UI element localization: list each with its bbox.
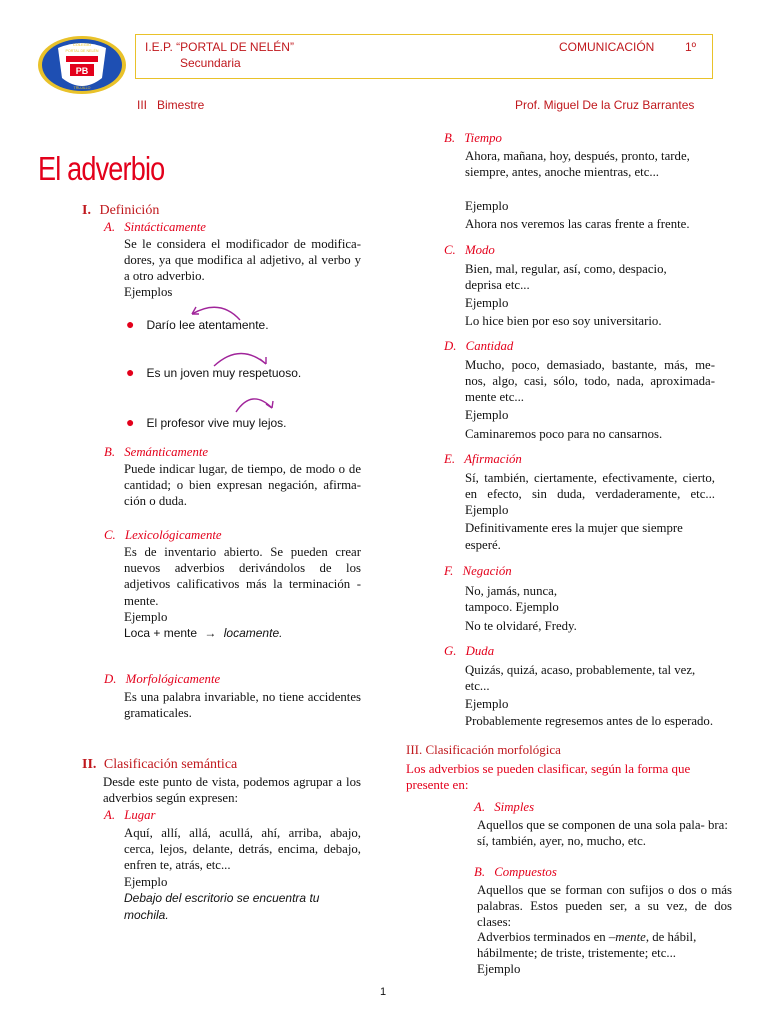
s1-a-examples-label: Ejemplos [124,285,173,299]
s2-c-text: Bien, mal, regular, así, como, despacio, deprisa etc... [465,262,667,293]
s1-d-letter: D. [104,672,117,686]
s3-b-text-2c: , de hábil, hábilmente; de triste, tristemente; etc... [477,930,697,961]
modifier-arrow-icon [232,394,280,416]
svg-text:PORTAL DE NELÉN: PORTAL DE NELÉN [65,49,99,53]
s2-e-example: Definitivamente eres la mujer que siempre esperé. [465,521,683,552]
s2-a-heading [104,808,156,823]
s2-d-text: Mucho, poco, demasiado, bastante, más, me- nos, algo, casi, sólo, todo, nada, aproximada- mente etc... [465,358,715,405]
example-3-text: El profesor vive muy lejos. [146,416,287,430]
s3-a-heading [474,800,534,815]
s2-d-letter: D. [444,339,457,353]
s2-f-letter: F. [444,564,454,578]
teacher: Prof. Miguel De la Cruz Barrantes [515,98,695,112]
s2-b-example: Ahora nos veremos las caras frente a frente. [465,217,690,231]
s2-c-example: Lo hice bien por eso soy universitario. [465,314,662,328]
example-2-text: Es un joven muy respetuoso. [146,366,302,380]
s2-b-text: Ahora, mañana, hoy, después, pronto, tarde, siempre, antes, anoche mientras, etc... [465,149,690,180]
s1-c-letter: C. [104,528,116,542]
s1-c-example-result: locamente. [223,626,283,640]
section-1-heading [82,203,159,219]
s2-b-heading [444,131,502,146]
s3-a-text: Aquellos que se componen de una sola pala- bra: sí, también, ayer, no, mucho, etc. [477,818,728,849]
s2-b-letter: B. [444,131,456,145]
s2-f-text: No, jamás, nunca, tampoco. Ejemplo [465,584,559,615]
section-1-title: Definición [99,203,160,218]
s2-b-example-label: Ejemplo [465,199,509,213]
s1-d-text: Es una palabra invariable, no tiene accidentes gramaticales. [124,690,361,721]
example-1-text: Darío lee atentamente. [146,318,269,332]
s2-e-title: Afirmación [464,452,522,466]
s2-c-letter: C. [444,243,456,257]
s2-e-text: Sí, también, ciertamente, efectivamente, cierto, en efecto, sin duda, verdaderamente, etc... Ejemplo [465,471,715,518]
s1-c-heading [104,528,222,543]
svg-text:COLEGIO: COLEGIO [72,42,92,47]
s2-f-title: Negación [462,564,512,578]
section-2-title: Clasificación semántica [103,757,238,772]
s2-g-letter: G. [444,644,457,658]
s2-g-heading [444,644,494,659]
s1-b-heading [104,445,208,460]
s2-d-example: Caminaremos poco para no cansarnos. [465,427,663,441]
s3-b-text: Aquellos que se forman con sufijos o dos o más palabras. Estos pueden ser, a su vez, de dos clases: [477,883,732,930]
school-name: I.E.P. “PORTAL DE NELÉN” [145,40,294,54]
section-3-heading: III. Clasificación morfológica [406,742,561,757]
s1-b-letter: B. [104,445,116,459]
svg-text:TRUJILLO: TRUJILLO [73,86,91,90]
s2-c-title: Modo [464,243,495,257]
s2-e-letter: E. [444,452,456,466]
s1-c-title: Lexicológicamente [124,528,222,542]
s3-b-title: Compuestos [494,865,557,879]
s2-g-title: Duda [465,644,495,658]
s2-a-title: Lugar [124,808,156,822]
term: III Bimestre [137,98,205,112]
section-2-number: II. [82,757,97,772]
s1-a-letter: A. [104,220,116,234]
s2-a-text: Aquí, allí, allá, acullá, ahí, arriba, abajo, cerca, lejos, delante, detrás, encima, debajo, enfren te, atrás, etc... [124,826,361,873]
page-title: El adverbio [38,150,165,187]
s3-b-letter: B. [474,865,486,879]
section-2-heading [82,757,237,773]
s2-g-example: Probablemente regresemos antes de lo esperado. [465,714,714,728]
s2-intro: Desde este punto de vista, podemos agrupar a los adverbios según expresen: [103,775,361,806]
s2-f-heading [444,564,512,579]
s3-intro: Los adverbios se pueden clasificar, según la forma que presente en: [406,761,691,792]
s1-b-title: Semánticamente [124,445,209,459]
page-number: 1 [380,986,387,998]
s1-a-heading [104,220,206,235]
s2-g-example-label: Ejemplo [465,697,509,711]
s1-b-text: Puede indicar lugar, de tiempo, de modo o de cantidad; o bien expresan negación, afirma- ción o duda. [124,462,361,509]
s3-b-text-2b: –mente [608,930,646,944]
section-1-number: I. [82,203,91,218]
s2-b-title: Tiempo [464,131,502,145]
s2-f-example: No te olvidaré, Fredy. [465,619,577,633]
s2-a-letter: A. [104,808,116,822]
subject: COMUNICACIÓN [559,40,655,54]
school-logo [36,34,128,96]
s3-b-text-2a: Adverbios terminados en [477,930,609,944]
s1-c-example-base: Loca + mente [124,626,198,640]
s1-c-text: Es de inventario abierto. Se pueden crear nuevos adverbios derivándolos de los adjetivos calificativos más la terminación -mente. [124,545,361,608]
s1-a-title: Sintácticamente [124,220,206,234]
example-3: ● El profesor vive muy lejos. [126,414,287,430]
s3-b-text-2 [477,929,732,961]
s1-c-example [124,626,282,640]
s1-c-example-label: Ejemplo [124,610,168,624]
s2-d-heading [444,339,513,354]
s3-b-heading [474,865,557,880]
s3-a-title: Simples [494,800,535,814]
s2-d-title: Cantidad [465,339,514,353]
s2-a-example: Debajo del escritorio se encuentra tu mochila. [124,891,320,922]
s2-g-text: Quizás, quizá, acaso, probablemente, tal vez, etc... [465,663,696,694]
example-1: ● Darío lee atentamente. [126,316,269,332]
example-2: ● Es un joven muy respetuoso. [126,364,302,380]
s2-c-example-label: Ejemplo [465,296,509,310]
right-arrow-icon: → [204,626,217,640]
s1-d-heading [104,672,220,687]
s3-a-letter: A. [474,800,486,814]
s3-b-example-label: Ejemplo [477,962,521,976]
s2-a-example-label: Ejemplo [124,875,168,889]
grade: 1º [685,40,697,54]
s2-e-heading [444,452,522,467]
s2-c-heading [444,243,495,258]
s1-d-title: Morfológicamente [125,672,221,686]
level: Secundaria [180,56,241,70]
svg-text:PB: PB [75,66,89,76]
s1-a-text: Se le considera el modificador de modifica- dores, ya que modifica al adjetivo, al verbo y a otro adverbio. [124,237,361,284]
s2-d-example-label: Ejemplo [465,408,509,422]
